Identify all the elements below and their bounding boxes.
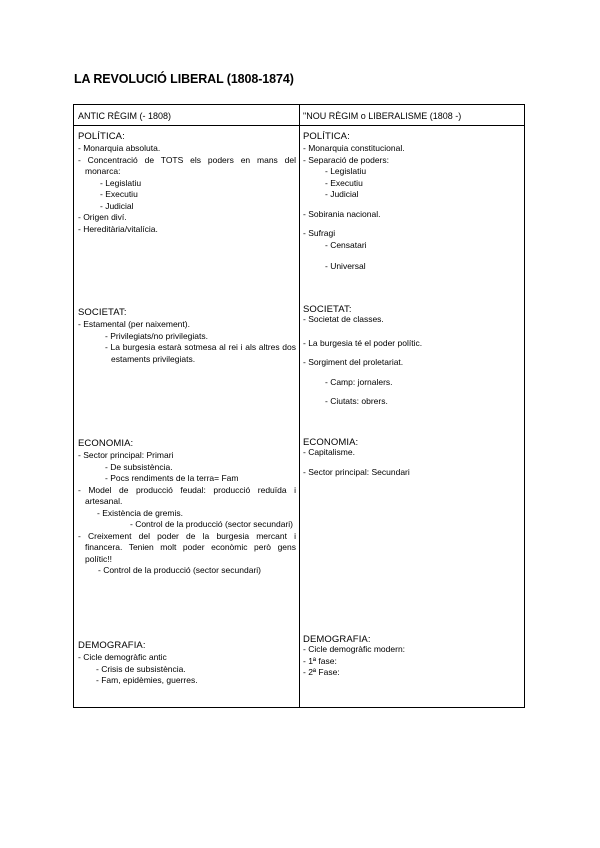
list-item: - Judicial xyxy=(325,189,359,199)
list-item: - Concentració de TOTS els poders en mans del monarca: xyxy=(78,154,296,176)
list-item: - Separació de poders: xyxy=(303,154,389,165)
header-divider xyxy=(74,125,524,126)
column-divider xyxy=(299,105,300,707)
list-item: - Executiu xyxy=(100,189,138,199)
list-item: - Control de la producció (sector secundari) xyxy=(98,565,261,575)
list-item: - Judicial xyxy=(100,200,134,211)
list-item: - La burgesia té el poder polític. xyxy=(303,337,423,348)
section-heading: SOCIETAT: xyxy=(303,304,352,315)
list-item: - Capitalisme. xyxy=(303,447,355,457)
list-item: - Sector principal: Secundari xyxy=(303,466,410,477)
section-societat-left xyxy=(78,307,296,365)
list-item: - Executiu xyxy=(325,177,363,188)
section-heading: ECONOMIA: xyxy=(303,437,359,448)
list-item: - 2ª Fase: xyxy=(303,667,340,677)
list-item: - Privilegiats/no privilegiats. xyxy=(105,330,208,341)
section-politica-left xyxy=(78,131,296,235)
list-item: - Creixement del poder de la burgesia mercant i financera. Tenien molt poder econòmic però gens polític!! xyxy=(78,530,296,564)
list-item: - De subsistència. xyxy=(105,461,173,472)
list-item: - Control de la producció (sector secundari) xyxy=(130,519,293,529)
list-item: - Cicle demogràfic antic xyxy=(78,652,167,662)
list-item: - Sorgiment del proletariat. xyxy=(303,357,404,367)
list-item: - Legislatiu xyxy=(325,166,367,176)
section-heading: POLÍTICA: xyxy=(303,131,350,142)
section-heading: POLÍTICA: xyxy=(78,131,125,142)
list-item: - Fam, epidèmies, guerres. xyxy=(96,675,198,685)
list-item: - Legislatiu xyxy=(100,177,142,188)
list-item: - Camp: jornalers. xyxy=(325,376,393,387)
list-item: - Societat de classes. xyxy=(303,314,384,324)
list-item: - Existència de gremis. xyxy=(97,507,183,518)
section-heading: SOCIETAT: xyxy=(78,307,127,318)
header-antic-regim: ANTIC RÈGIM (- 1808) xyxy=(78,111,172,121)
comparison-table xyxy=(73,104,525,708)
list-item: - Origen diví. xyxy=(78,212,127,222)
list-item: - La burgesia estarà sotmesa al rei i als altres dos estaments privilegiats. xyxy=(105,342,296,364)
list-item: - Monarquia constitucional. xyxy=(303,143,405,153)
list-item: - Sufragi xyxy=(303,228,336,238)
list-item: - Sector principal: Primari xyxy=(78,450,174,460)
list-item: - Sobirania nacional. xyxy=(303,208,381,219)
list-item: - Cicle demogràfic modern: xyxy=(303,644,406,654)
section-heading: DEMOGRAFIA: xyxy=(303,634,371,645)
section-societat-right xyxy=(303,304,521,408)
list-item: - Crisis de subsistència. xyxy=(96,663,186,674)
document-title: LA REVOLUCIÓ LIBERAL (1808-1874) xyxy=(74,72,294,86)
list-item: - Model de producció feudal: producció reduïda i artesanal. xyxy=(78,484,296,506)
section-heading: DEMOGRAFIA: xyxy=(78,640,146,651)
list-item: - Universal xyxy=(325,261,366,271)
section-demografia-right xyxy=(303,634,521,679)
list-item: - Ciutats: obrers. xyxy=(325,396,388,406)
list-item: - Censatari xyxy=(325,239,367,250)
list-item: - Monarquia absoluta. xyxy=(78,143,161,153)
section-economia-right xyxy=(303,437,521,478)
section-heading: ECONOMIA: xyxy=(78,438,134,449)
section-politica-right xyxy=(303,131,521,273)
list-item: - Hereditària/vitalícia. xyxy=(78,223,158,234)
header-nou-regim: "NOU RÈGIM o LIBERALISME (1808 -) xyxy=(303,111,462,121)
section-demografia-left xyxy=(78,640,296,687)
list-item: - 1ª fase: xyxy=(303,655,337,666)
section-economia-left xyxy=(78,438,296,577)
list-item: - Estamental (per naixement). xyxy=(78,319,190,329)
list-item: - Pocs rendiments de la terra= Fam xyxy=(105,473,239,483)
